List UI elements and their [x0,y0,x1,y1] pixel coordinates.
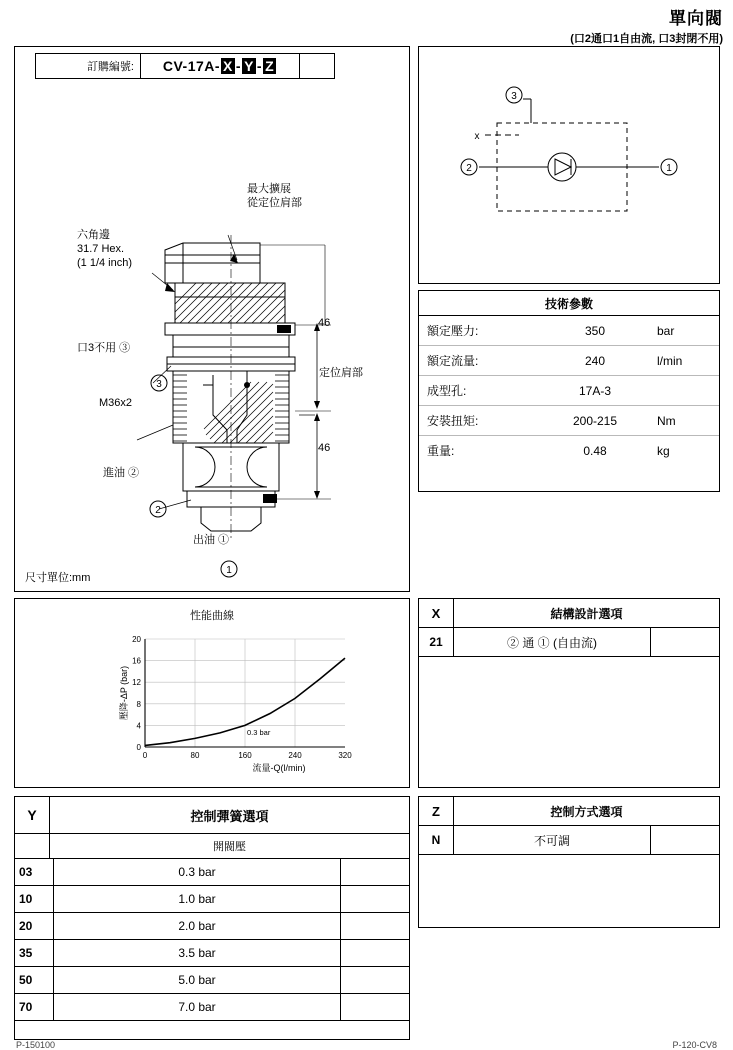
specifications-table [418,290,720,492]
table-row [419,436,719,465]
spec-unit: bar [657,323,675,338]
svg-text:3: 3 [156,379,162,390]
option-x-title: 結構設計選項 [550,606,623,621]
option-y-row-code: 50 [15,967,54,993]
table-row [419,628,719,657]
svg-text:1: 1 [666,163,672,174]
spec-value: 17A-3 [578,383,612,398]
svg-text:240: 240 [288,751,302,760]
svg-text:2: 2 [155,505,161,516]
spec-key: 額定壓力: [427,324,479,338]
svg-text:0: 0 [136,743,141,752]
option-y-row-value: 0.3 bar [178,865,216,879]
spec-unit: Nm [657,413,676,428]
order-code-dash2: - [256,58,263,74]
order-code-label: 訂購編號: [36,54,141,78]
footer-right-code: P-120-CV8 [672,1040,717,1050]
table-row [419,826,719,855]
page-title: 單向閥 [669,9,723,28]
option-y-row-tail [340,994,409,1020]
option-x-row-code: 21 [419,628,454,656]
hex-size-label: 六角邊 31.7 Hex. (1 1/4 inch) [77,229,133,269]
spec-unit: kg [657,443,670,458]
order-code-dash1: - [235,58,242,74]
option-y-row-value: 2.0 bar [178,919,216,933]
option-y-header [15,797,409,834]
chart-ylabel: 壓降-ΔP (bar) [119,665,129,721]
order-code-value [141,54,299,78]
option-y-row-tail [340,940,409,966]
option-y-panel [14,796,410,1040]
svg-text:1: 1 [226,565,232,576]
table-row [419,406,719,436]
option-z-row-tail [650,826,719,854]
unit-note: 尺寸單位:mm [25,572,91,584]
spec-value: 0.48 [583,443,607,458]
table-row [419,316,719,346]
svg-text:16: 16 [132,656,141,666]
option-y-row-tail [340,967,409,993]
option-y-row-value: 1.0 bar [178,892,216,906]
svg-text:80: 80 [190,751,200,760]
option-z-row-code: N [419,826,454,854]
svg-text:4: 4 [136,721,141,731]
table-row [419,376,719,406]
option-z-row-desc: 不可調 [533,833,570,848]
locating-shoulder-label: 定位肩部 [319,367,363,379]
order-code-z: Z [265,58,275,74]
option-y-row-code: 20 [15,913,54,939]
option-z-title: 控制方式選項 [550,804,623,819]
svg-text:2: 2 [466,163,472,174]
svg-text:12: 12 [132,678,141,688]
performance-chart-panel [14,598,410,788]
option-x-row-tail [650,628,719,656]
port2-label: 進油 ② [103,467,140,479]
option-y-row-code: 70 [15,994,54,1020]
svg-text:8: 8 [136,699,141,709]
spec-unit: l/min [657,353,683,368]
table-row [15,886,409,913]
option-z-header [419,797,719,826]
table-row [419,346,719,376]
order-code-tail [299,54,334,78]
port1-label: 出油 ① [193,534,230,546]
chart-title: 性能曲線 [190,610,234,622]
drawing-panel [14,46,410,592]
option-x-code: X [419,599,454,627]
order-code-x: X [223,58,233,74]
specs-title: 技術參數 [419,291,719,316]
svg-text:20: 20 [132,635,141,644]
dimension-top: 46 [318,317,331,329]
table-row [15,859,409,886]
spec-key: 安裝扭矩: [427,414,479,428]
option-y-row-tail [340,859,409,885]
hydraulic-symbol-panel [418,46,720,284]
option-y-title: 控制彈簧選項 [190,808,269,824]
order-code-y: Y [244,58,254,74]
option-y-subheader-label: 開閥壓 [213,841,246,853]
option-z-panel [418,796,720,928]
spec-key: 成型孔: [427,384,467,398]
option-y-sub-code-cell [15,834,50,858]
option-y-row-code: 35 [15,940,54,966]
max-extent-label: 最大擴展 從定位肩部 [247,183,302,209]
option-y-subheader [15,834,409,859]
thread-label: M36x2 [99,397,133,409]
performance-chart [15,599,409,787]
option-y-row-value: 7.0 bar [178,1000,216,1014]
chart-annotation: 0.3 bar [247,728,271,737]
option-y-row-code: 03 [15,859,54,885]
dimension-bottom: 46 [318,442,331,454]
option-y-row-value: 3.5 bar [178,946,216,960]
port3-label: 口3不用 ③ [77,342,131,354]
spec-key: 額定流量: [427,354,479,368]
option-x-panel [418,598,720,788]
svg-text:3: 3 [511,91,517,102]
option-x-header [419,599,719,628]
option-y-row-value: 5.0 bar [178,973,216,987]
page-header [570,4,723,46]
option-y-row-code: 10 [15,886,54,912]
option-y-code: Y [15,797,50,833]
option-z-code: Z [419,797,454,825]
table-row [15,940,409,967]
spec-value: 240 [584,353,606,368]
option-y-row-tail [340,913,409,939]
footer-left-code: P-150100 [16,1040,56,1050]
page-subtitle: (口2通口1自由流, 口3封閉不用) [570,33,723,45]
table-row [15,913,409,940]
spec-value: 200-215 [572,413,618,428]
option-x-row-desc: ② 通 ① (自由流) [507,635,597,650]
svg-text:320: 320 [338,751,352,760]
table-row [15,994,409,1021]
spec-value: 350 [584,323,606,338]
option-y-row-tail [340,886,409,912]
chart-xlabel: 流量-Q(l/min) [252,763,306,773]
order-code-base: CV-17A- [162,58,221,74]
spec-key: 重量: [427,444,455,458]
svg-text:x: x [474,131,480,142]
svg-text:160: 160 [238,751,252,760]
table-row [15,967,409,994]
order-code-box [35,53,335,79]
svg-text:0: 0 [142,751,148,760]
valve-cross-section-drawing [15,85,411,585]
hydraulic-symbol-diagram [419,47,721,285]
